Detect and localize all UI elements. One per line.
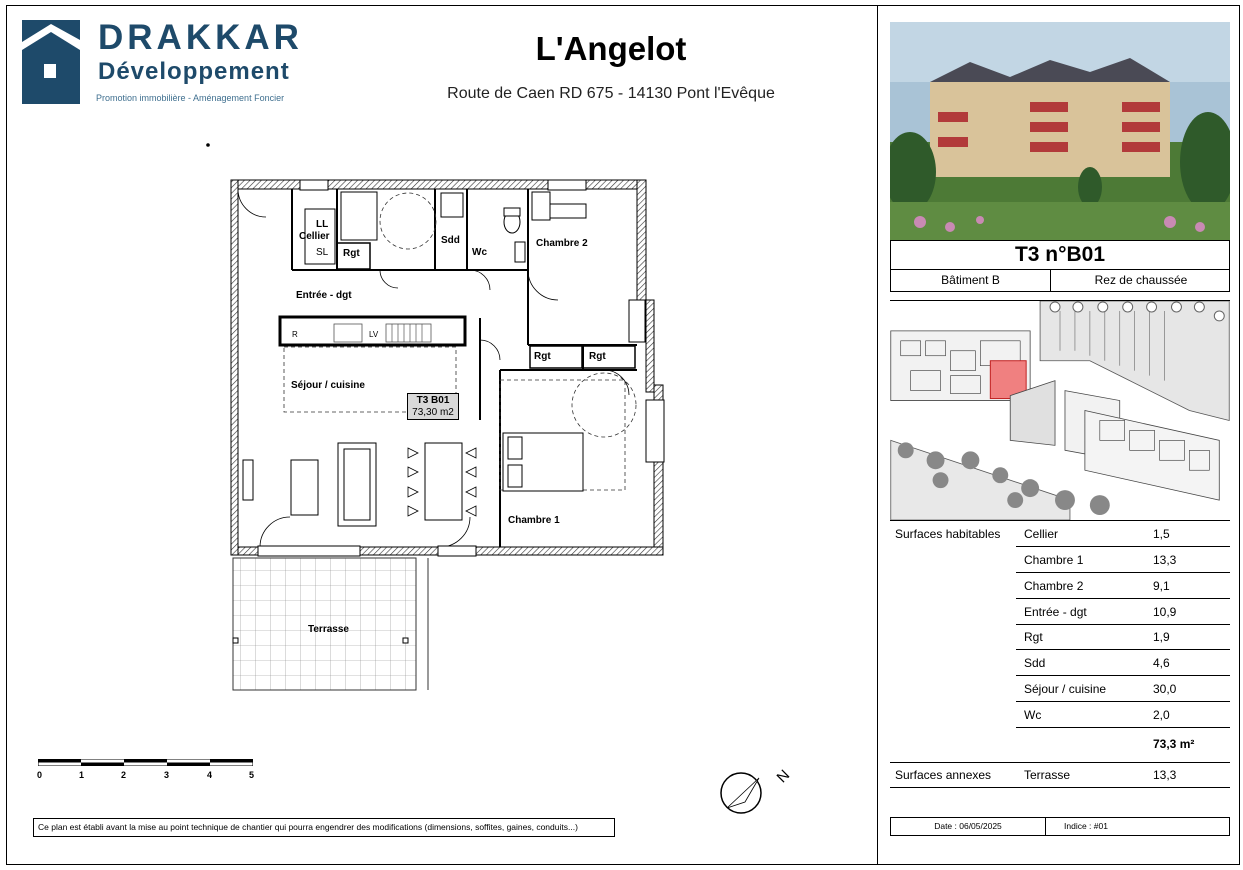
panel-divider	[877, 5, 878, 865]
lot-title: T3 n°B01	[890, 240, 1230, 270]
room-entree: Entrée - dgt	[296, 290, 352, 301]
room-sejour: Séjour / cuisine	[291, 380, 365, 391]
surface-label: Chambre 2	[1024, 579, 1084, 593]
surface-row	[1016, 547, 1230, 573]
room-rgt-2: Rgt	[534, 351, 551, 362]
lot-info	[890, 270, 1230, 292]
surface-total: 73,3 m²	[1153, 737, 1195, 751]
room-rgt-1: Rgt	[343, 248, 360, 259]
surface-row	[1016, 573, 1230, 599]
scale-label-3: 3	[164, 770, 170, 780]
surfaces-annexes-label: Surfaces annexes	[895, 768, 992, 782]
surface-label: Séjour / cuisine	[1024, 682, 1107, 696]
surface-value: 13,3	[1153, 553, 1177, 567]
surface-label: Wc	[1024, 708, 1042, 722]
surface-label: Rgt	[1024, 630, 1043, 644]
surfaces-habitables-label: Surfaces habitables	[895, 527, 1001, 541]
building-photo	[890, 22, 1230, 240]
surface-row	[1016, 521, 1230, 547]
surface-value: 10,9	[1153, 605, 1177, 619]
room-chambre-1: Chambre 1	[508, 515, 560, 526]
room-rgt-3: Rgt	[589, 351, 606, 362]
annex-item-label: Terrasse	[1024, 768, 1071, 782]
surface-value: 1,5	[1153, 527, 1170, 541]
surface-value: 4,6	[1153, 656, 1170, 670]
unit-tag	[407, 393, 459, 420]
room-chambre-2: Chambre 2	[536, 238, 588, 249]
room-sdd: Sdd	[441, 235, 460, 246]
surface-label: Entrée - dgt	[1024, 605, 1087, 619]
annex-item-value: 13,3	[1153, 768, 1177, 782]
surface-value: 2,0	[1153, 708, 1170, 722]
scale-label-2: 2	[121, 770, 127, 780]
footer-info	[890, 817, 1230, 836]
scale-bar	[38, 759, 253, 766]
project-title: L'Angelot	[535, 30, 687, 67]
fixture-sl: SL	[316, 247, 329, 258]
room-cellier: Cellier	[299, 231, 330, 242]
unit-code: T3 B01	[416, 395, 450, 406]
fixture-lv: LV	[369, 330, 379, 339]
scale-label-0: 0	[37, 770, 43, 780]
unit-area: 73,30 m2	[412, 407, 454, 418]
surface-value: 30,0	[1153, 682, 1177, 696]
surface-row	[1016, 650, 1230, 676]
site-plan	[890, 300, 1230, 520]
scale-label-4: 4	[207, 770, 213, 780]
surface-value: 9,1	[1153, 579, 1170, 593]
scale-label-1: 1	[79, 770, 85, 780]
surface-row	[1016, 624, 1230, 650]
annex-divider-bottom	[890, 787, 1230, 788]
surface-value: 1,9	[1153, 630, 1170, 644]
annex-divider-top	[890, 762, 1230, 763]
room-wc: Wc	[472, 247, 487, 258]
brand-tagline: Promotion immobilière - Aménagement Foncier	[96, 93, 285, 103]
footer-index: Indice : #01	[1064, 821, 1108, 831]
lot-level: Rez de chaussée	[1094, 273, 1188, 287]
footer-date: Date : 06/05/2025	[891, 818, 1046, 835]
fixture-ll: LL	[316, 219, 329, 230]
surface-label: Cellier	[1024, 527, 1059, 541]
scale-labels	[33, 770, 263, 784]
surface-label: Chambre 1	[1024, 553, 1084, 567]
surface-row	[1016, 702, 1230, 728]
surface-label: Sdd	[1024, 656, 1046, 670]
project-address: Route de Caen RD 675 - 14130 Pont l'Evêque	[447, 85, 775, 102]
surface-row	[1016, 676, 1230, 702]
brand-name: DRAKKAR	[98, 18, 303, 57]
lot-building: Bâtiment B	[891, 270, 1051, 291]
disclaimer: Ce plan est établi avant la mise au point technique de chantier qui pourra engendrer des modifications (dimensions, soffites, gaines, conduits...)	[33, 818, 615, 837]
scale-label-5: 5	[249, 770, 255, 780]
surface-row	[1016, 599, 1230, 625]
fixture-r: R	[292, 330, 298, 339]
room-terrasse: Terrasse	[308, 624, 349, 635]
north-label: N	[773, 766, 794, 787]
brand-subtitle: Développement	[98, 58, 290, 85]
